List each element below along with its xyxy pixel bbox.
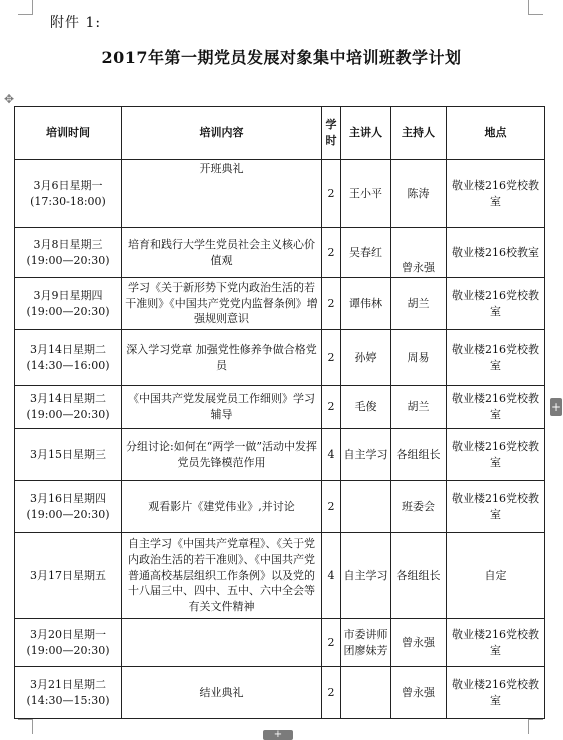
table-row xyxy=(15,160,545,228)
table-row xyxy=(15,228,545,278)
table-row xyxy=(15,429,545,481)
speaker-cell: 市委讲师团廖妹芳 xyxy=(341,619,391,667)
content-cell: 结业典礼 xyxy=(122,667,322,719)
content-cell: 自主学习《中国共产党章程》、《关于党内政治生活的若干准则》、《中国共产党普通高校基层组织工作条例》以及党的十八届三中、四中、五中、六中全会等有关文件精神 xyxy=(122,533,322,619)
date-text: 3月16日星期四 xyxy=(30,491,106,505)
date-cell xyxy=(15,228,122,278)
document-title: 2017年第一期党员发展对象集中培训班教学计划 xyxy=(101,48,462,67)
date-cell xyxy=(15,330,122,386)
host-cell: 各组组长 xyxy=(391,533,447,619)
crop-mark-bottom-right xyxy=(528,719,543,734)
date-cell xyxy=(15,386,122,429)
header-content: 培训内容 xyxy=(122,107,322,160)
date-cell xyxy=(15,278,122,330)
hours-cell: 2 xyxy=(322,667,341,719)
hours-cell: 2 xyxy=(322,481,341,533)
content-cell: 《中国共产党发展党员工作细则》学习辅导 xyxy=(122,386,322,429)
table-move-handle-icon[interactable]: ✥ xyxy=(3,92,15,106)
place-cell: 敬业楼216党校教室 xyxy=(447,160,545,228)
place-cell: 自定 xyxy=(447,533,545,619)
header-date: 培训时间 xyxy=(15,107,122,160)
host-cell: 曾永强 xyxy=(391,228,447,278)
date-cell xyxy=(15,429,122,481)
date-cell xyxy=(15,533,122,619)
host-cell: 周易 xyxy=(391,330,447,386)
host-cell: 胡兰 xyxy=(391,386,447,429)
hours-cell: 2 xyxy=(322,619,341,667)
content-cell: 观看影片《建党伟业》,并讨论 xyxy=(122,481,322,533)
host-cell: 胡兰 xyxy=(391,278,447,330)
place-cell: 敬业楼216党校教室 xyxy=(447,481,545,533)
place-cell: 敬业楼216党校教室 xyxy=(447,667,545,719)
time-text: (19:00—20:30) xyxy=(26,408,110,421)
content-cell: 分组讨论:如何在“两学一做”活动中发挥党员先锋模范作用 xyxy=(122,429,322,481)
crop-mark-top-left xyxy=(18,0,33,15)
date-text: 3月21日星期二 xyxy=(30,677,106,691)
place-cell: 敬业楼216党校教室 xyxy=(447,619,545,667)
speaker-cell: 自主学习 xyxy=(341,533,391,619)
time-text: (19:00—20:30) xyxy=(26,304,110,318)
date-cell xyxy=(15,619,122,667)
time-text: (19:00—20:30) xyxy=(26,507,110,521)
table-row xyxy=(15,481,545,533)
content-cell xyxy=(122,619,322,667)
content-cell: 深入学习党章 加强党性修养争做合格党员 xyxy=(122,330,322,386)
time-text: (14:30—15:30) xyxy=(26,693,110,707)
add-row-handle-icon[interactable]: + xyxy=(263,730,293,740)
time-text: (19:00—20:30) xyxy=(26,643,110,657)
place-cell: 敬业楼216党校教室 xyxy=(447,330,545,386)
table-row xyxy=(15,619,545,667)
table-row xyxy=(15,386,545,429)
place-cell: 敬业楼216党校教室 xyxy=(447,429,545,481)
place-cell: 敬业楼216党校教室 xyxy=(447,278,545,330)
header-speaker: 主讲人 xyxy=(341,107,391,160)
hours-cell: 2 xyxy=(322,228,341,278)
header-hours: 学时 xyxy=(322,107,341,160)
hours-cell: 4 xyxy=(322,429,341,481)
date-text: 3月17日星期五 xyxy=(30,568,106,582)
host-cell: 班委会 xyxy=(391,481,447,533)
hours-cell: 2 xyxy=(322,386,341,429)
date-text: 3月8日星期三 xyxy=(33,237,103,251)
hours-cell: 4 xyxy=(322,533,341,619)
content-cell: 开班典礼 xyxy=(122,160,322,228)
training-plan-table xyxy=(14,106,545,719)
content-cell: 培育和践行大学生党员社会主义核心价值观 xyxy=(122,228,322,278)
attachment-label: 附件 1: xyxy=(50,15,102,31)
date-cell xyxy=(15,160,122,228)
table-header-row xyxy=(15,107,545,160)
date-cell xyxy=(15,667,122,719)
date-text: 3月20日星期一 xyxy=(30,627,106,641)
host-cell: 各组组长 xyxy=(391,429,447,481)
speaker-cell: 毛俊 xyxy=(341,386,391,429)
host-cell: 曾永强 xyxy=(391,619,447,667)
speaker-cell: 孙婷 xyxy=(341,330,391,386)
table-row xyxy=(15,330,545,386)
host-cell: 陈涛 xyxy=(391,160,447,228)
table-row xyxy=(15,667,545,719)
time-text: (19:00—20:30) xyxy=(26,253,110,267)
table-row xyxy=(15,533,545,619)
speaker-cell: 吴春红 xyxy=(341,228,391,278)
crop-mark-top-right xyxy=(528,0,543,15)
hours-cell: 2 xyxy=(322,330,341,386)
date-text: 3月15日星期三 xyxy=(30,447,106,461)
table-row xyxy=(15,278,545,330)
content-cell: 学习《关于新形势下党内政治生活的若干准则》《中国共产党党内监督条例》增强规则意识 xyxy=(122,278,322,330)
host-cell: 曾永强 xyxy=(391,667,447,719)
date-text: 3月6日星期一 xyxy=(33,178,103,192)
date-cell xyxy=(15,481,122,533)
header-place: 地点 xyxy=(447,107,545,160)
time-text: (17:30-18:00) xyxy=(30,194,106,208)
crop-mark-bottom-left xyxy=(18,719,33,734)
date-text: 3月14日星期二 xyxy=(30,342,106,356)
speaker-cell: 王小平 xyxy=(341,160,391,228)
date-text: 3月14日星期二 xyxy=(30,392,106,406)
place-cell: 敬业楼216校教室 xyxy=(447,228,545,278)
hours-cell: 2 xyxy=(322,278,341,330)
hours-cell: 2 xyxy=(322,160,341,228)
add-column-handle-icon[interactable]: + xyxy=(550,400,562,414)
header-host: 主持人 xyxy=(391,107,447,160)
place-cell: 敬业楼216党校教室 xyxy=(447,386,545,429)
speaker-cell: 谭伟林 xyxy=(341,278,391,330)
speaker-cell xyxy=(341,667,391,719)
time-text: (14:30—16:00) xyxy=(26,358,110,372)
date-text: 3月9日星期四 xyxy=(33,288,103,302)
speaker-cell: 自主学习 xyxy=(341,429,391,481)
speaker-cell xyxy=(341,481,391,533)
